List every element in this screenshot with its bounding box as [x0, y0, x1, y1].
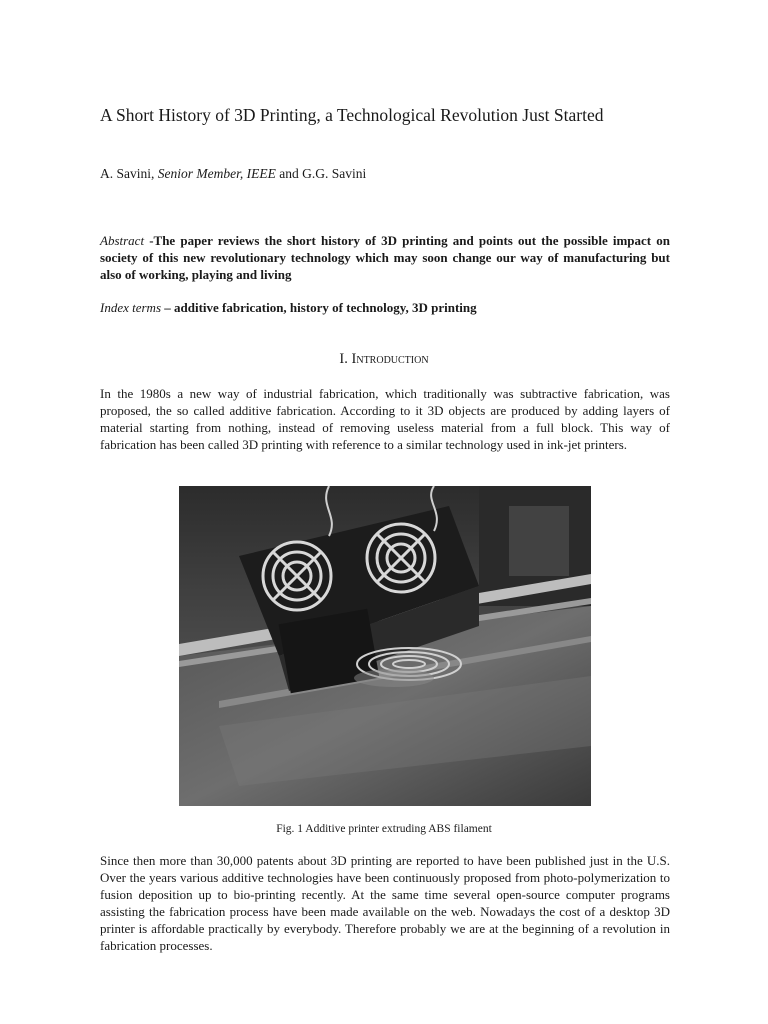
section-number: I. — [339, 351, 348, 367]
abstract-text: -The paper reviews the short history of 3D printing and points out the possible impact on society of this new revolutionary technology which may soon change our way of manufacturing but also of working, playing and living — [100, 233, 670, 282]
fan-right — [367, 524, 435, 592]
author-rest: and G.G. Savini — [279, 166, 367, 181]
index-terms — [100, 299, 670, 316]
author-role: Senior Member, IEEE — [157, 166, 276, 181]
index-terms-text: – additive fabrication, history of technology, 3D printing — [161, 300, 477, 315]
paragraph-patents: Since then more than 30,000 patents about 3D printing are reported to have been published just in the U.S. Over the years various additive technologies have been continuously proposed from photo-polymerization to fusion deposition up to bio-printing recently. At the same time several open-source computer programs assisting the fabrication process have been made available on the web. Nowadays the cost of a desktop 3D printer is affordable practically by everybody. Therefore probably we are at the beginning of a revolution in fabrication processes. — [100, 853, 670, 953]
index-terms-label: Index terms — [100, 300, 162, 315]
figure-printer-photo — [179, 486, 591, 806]
abstract-label: Abstract — [100, 233, 145, 248]
abstract — [100, 232, 670, 283]
fan-left — [263, 542, 331, 610]
paper-title: A Short History of 3D Printing, a Technological Revolution Just Started — [100, 105, 604, 125]
figure-caption: Fig. 1 Additive printer extruding ABS filament — [276, 823, 492, 835]
paragraph-intro: In the 1980s a new way of industrial fabrication, which traditionally was subtractive fabrication, was proposed, the so called additive fabrication. According to it 3D objects are produced by adding layers of material starting from nothing, instead of removing useless material from a full block. This way of fabrication has been called 3D printing with reference to a similar technology used in ink-jet printers. — [100, 386, 670, 452]
section-heading — [0, 350, 768, 368]
author-line — [100, 165, 670, 183]
printer-photo-illustration — [179, 486, 591, 806]
section-title: Introduction — [351, 351, 429, 367]
author-first: A. Savini, — [100, 166, 155, 181]
